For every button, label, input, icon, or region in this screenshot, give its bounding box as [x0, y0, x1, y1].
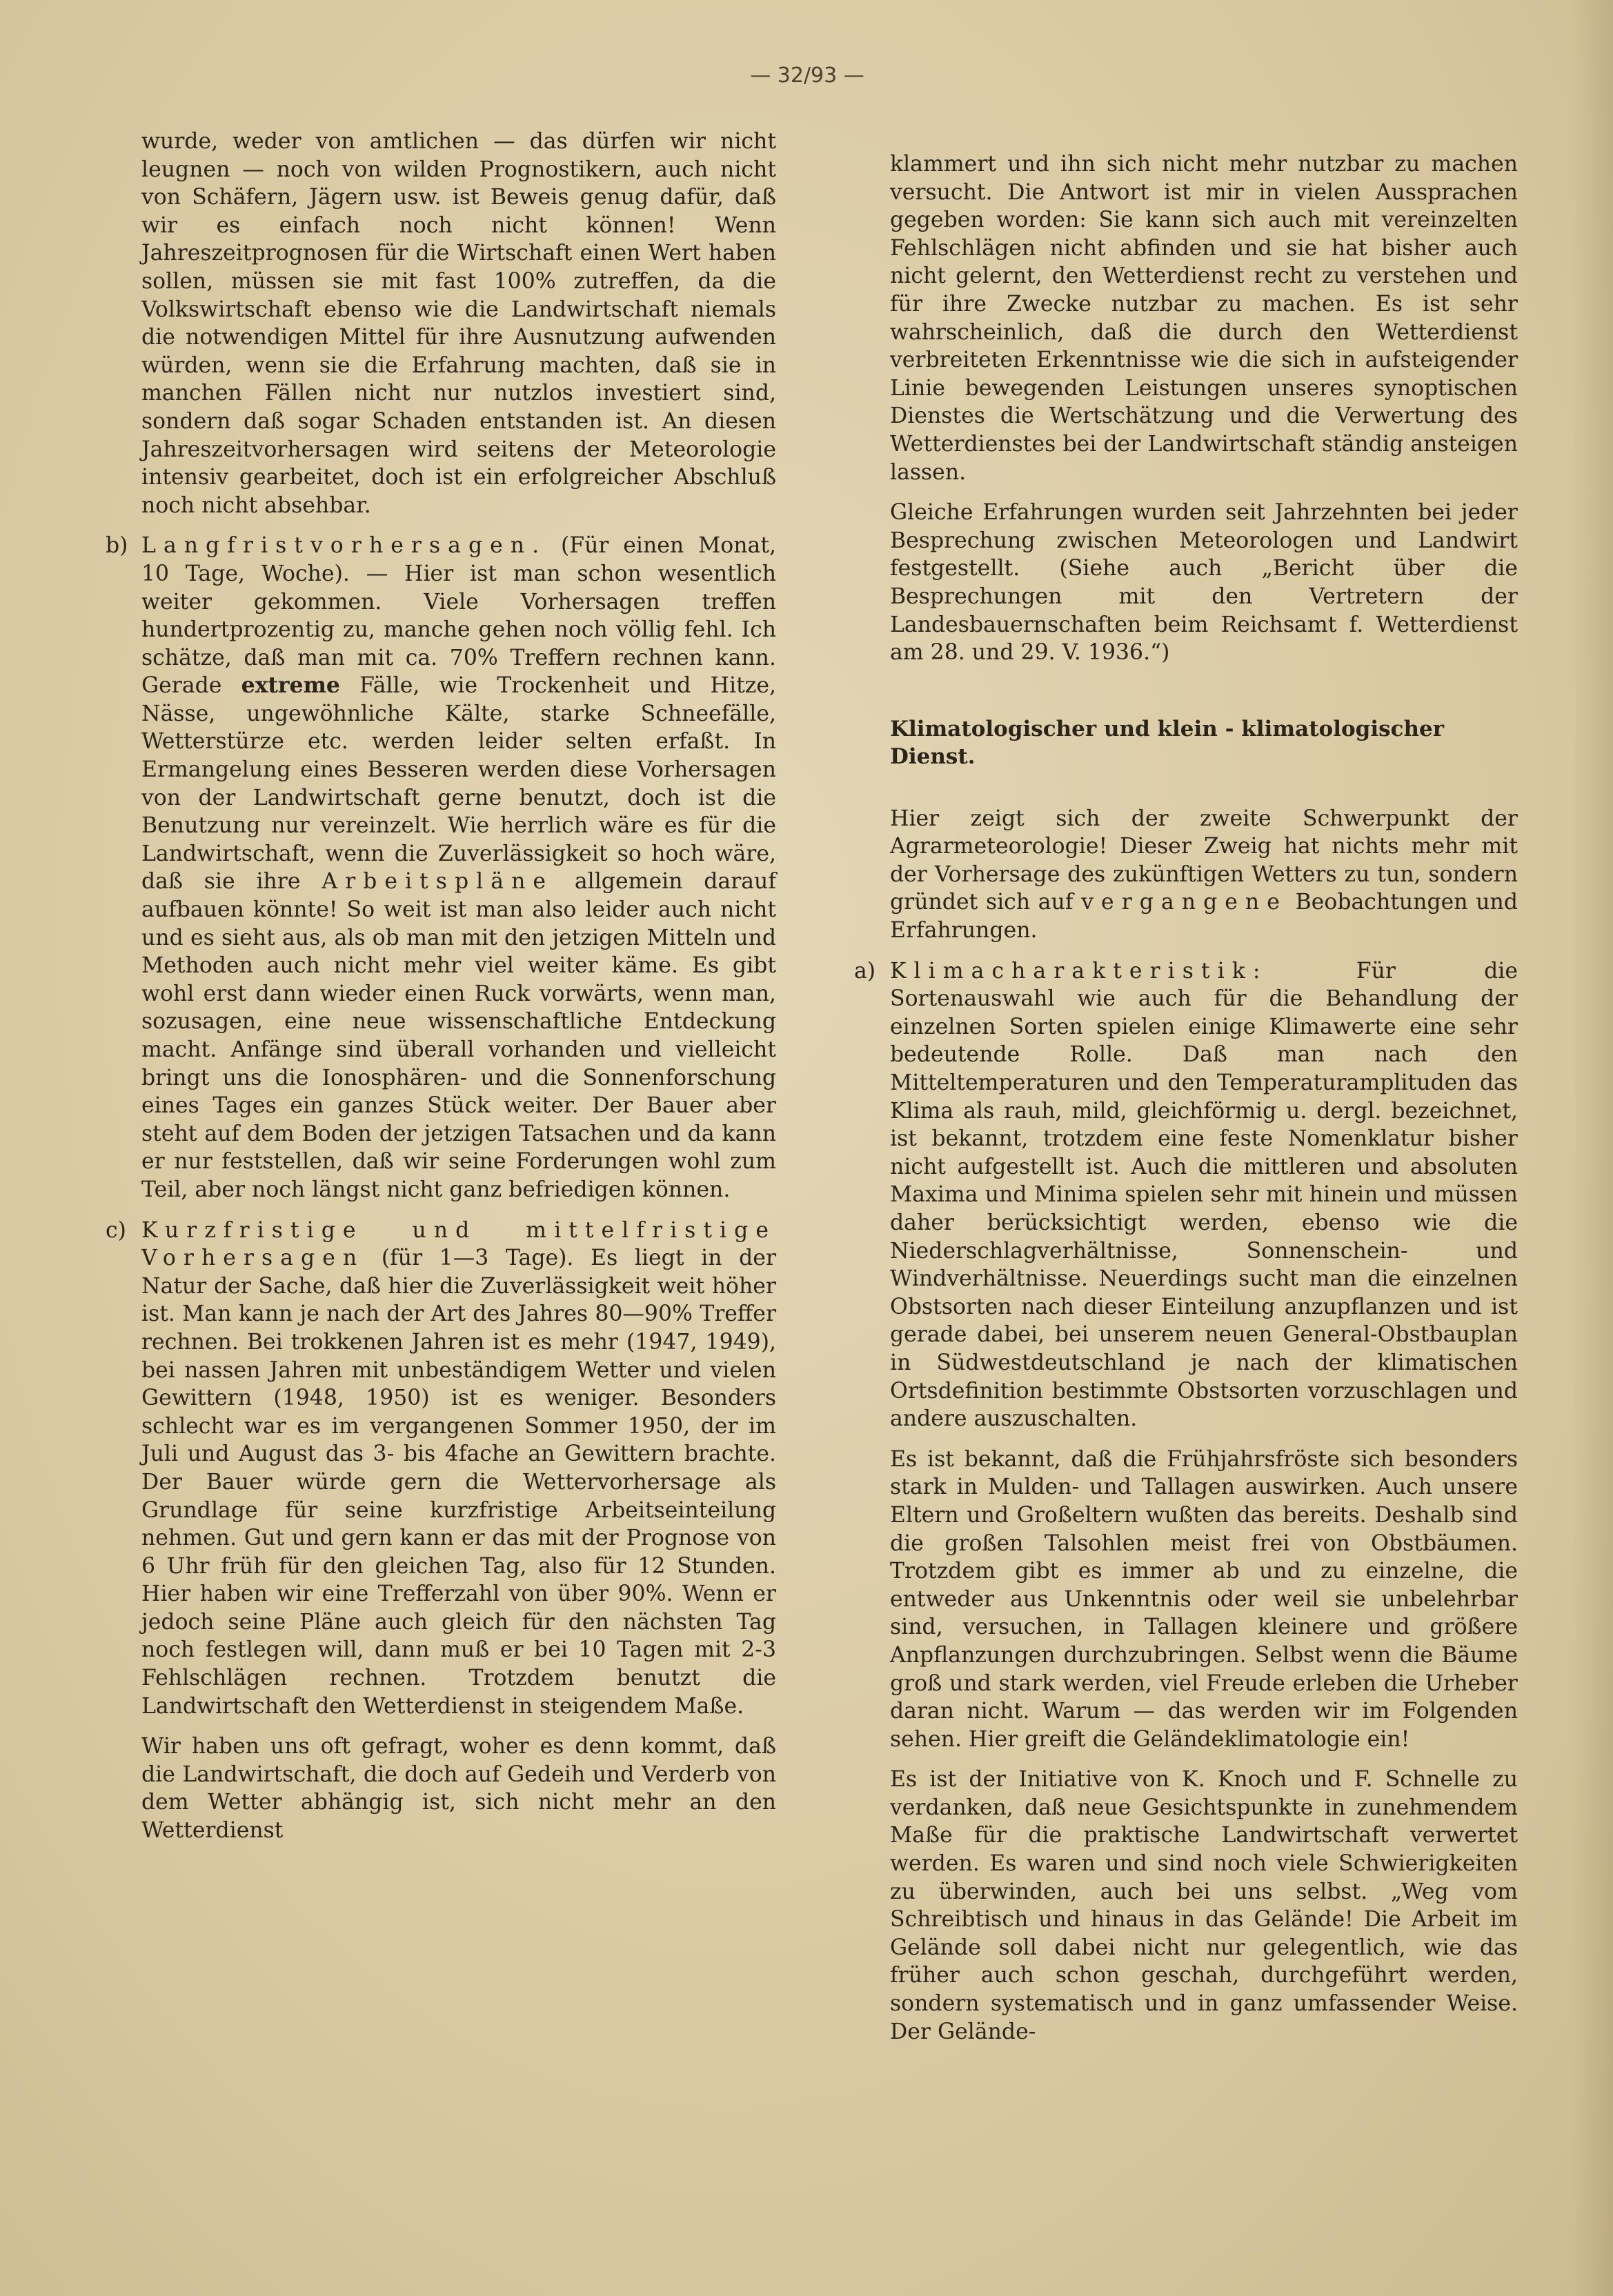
item-b-text-1: (Für einen Monat, 10 Tage, Woche). — Hier ist man schon wesentlich weiter gekommen. Viele Vorhersagen treffen hundertprozentig zu, manche gehen noch völlig fehl. Ich schätze, daß man mit ca. 70% Treffern rechnen kann. Gerade	[141, 533, 776, 699]
right-paragraph-2: Gleiche Erfahrungen wurden seit Jahrzehnten bei jeder Besprechung zwischen Meteorologen und Landwirt festgestellt. (Siehe auch „Bericht über die Besprechungen mit den Vertretern der Landesbauernschaften beim Reichsamt f. Wetterdienst am 28. und 29. V. 1936.“)	[890, 500, 1518, 666]
right-paragraph-5: Es ist der Initiative von K. Knoch und F. Schnelle zu verdanken, daß neue Gesichtspunkte in zunehmendem Maße für die praktische Landwirtschaft verwertet werden. Es waren und sind noch viele Schwierigkeiten zu überwinden, auch bei uns selbst. „Weg vom Schreibtisch und hinaus in das Gelände! Die Arbeit im Gelände soll dabei nicht nur gelegentlich, wie das früher auch schon geschah, durchgeführt werden, sondern systematisch und in ganz umfassender Weise. Der Gelände-	[890, 1767, 1518, 2044]
item-b-text-3: allgemein darauf aufbauen könnte! So weit ist man also leider auch nicht und es sieht aus, als ob man mit den jetzigen Mitteln und Methoden auch nicht mehr viel weiter käme. Es gibt wohl erst dann wieder einen Ruck vorwärts, wenn man, sozusagen, eine neue wissenschaftliche Entdeckung macht. Anfänge sind überall vorhanden und vielleicht bringt uns die Ionosphären- und die Sonnenforschung eines Tages ein ganzes Stück weiter. Der Bauer aber steht auf dem Boden der jetzigen Tatsachen und da kann er nur feststellen, daß wir seine Forderungen wohl zum Teil, aber noch längst nicht ganz befriedigen können.	[141, 869, 776, 1202]
section-heading: Klimatologischer und klein - klimatologischer Dienst.	[890, 716, 1445, 769]
item-b-bold: extreme	[241, 672, 340, 699]
item-c-text: (für 1—3 Tage). Es liegt in der Natur der Sache, daß hier die Zuverlässigkeit weit höher ist. Man kann je nach der Art des Jahres 80—90% Treffer rechnen. Bei trokkenen Jahren ist es mehr (1947, 1949), bei nassen Jahren mit unbeständigem Wetter und vielen Gewittern (1948, 1950) ist es weniger. Besonders schlecht war es im vergangenen Sommer 1950, der im Juli und August das 3- bis 4fache an Gewittern brachte. Der Bauer würde gern die Wettervorhersage als Grundlage für seine kurzfristige Arbeitseinteilung nehmen. Gut und gern kann er das mit der Prognose von 6 Uhr früh für den gleichen Tag, also für 12 Stunden. Hier haben wir eine Trefferzahl von über 90%. Wenn er jedoch seine Pläne auch gleich für den nächsten Tag noch festlegen will, dann muß er bei 10 Tagen mit 2-3 Fehlschlägen rechnen. Trotzdem benutzt die Landwirtschaft den Wetterdienst in steigendem Maße.	[141, 1246, 776, 1719]
item-a-text: Für die Sortenauswahl wie auch für die Behandlung der einzelnen Sorten spielen einige Klimawerte eine sehr bedeutende Rolle. Daß man nach den Mitteltemperaturen und den Temperaturamplituden das Klima als rauh, mild, gleichförmig u. dergl. bezeichnet, ist bekannt, trotzdem eine feste Nomenklatur bisher nicht aufgestellt ist. Auch die mittleren und absoluten Maxima und Minima spielen sehr mit hinein und müssen daher berücksichtigt werden, ebenso wie die Niederschlagverhältnisse, Sonnenschein- und Windverhältnisse. Neuerdings sucht man die einzelnen Obstsorten nach dieser Einteilung anzupflanzen und ist gerade dabei, bei unserem neuen General-Obstbauplan in Südwestdeutschland je nach der klimatischen Ortsdefinition bestimmte Obstsorten vorzuschlagen und andere auszuschalten.	[890, 958, 1518, 1432]
term-klimacharakteristik: Klimacharakteristik:	[890, 958, 1268, 984]
list-marker-b: b)	[106, 533, 128, 559]
p3-text: Hier zeigt sich der zweite Schwerpunkt der Agrarmeteorologie! Dieser Zweig hat nichts mehr mit der Vorhersage des zukünftigen Wetters zu tun, sondern gründet sich auf	[890, 806, 1518, 915]
left-column	[106, 128, 776, 1857]
term-vergangene: vergangene	[1081, 890, 1287, 915]
right-paragraph-1: klammert und ihn sich nicht mehr nutzbar zu machen versucht. Die Antwort ist mir in vielen Aussprachen gegeben worden: Sie kann sich auch mit vereinzelten Fehlschlägen nicht abfinden und sie hat bisher auch nicht gelernt, den Wetterdienst recht zu verstehen und für ihre Zwecke nutzbar zu machen. Es ist sehr wahrscheinlich, daß die durch den Wetterdienst verbreiteten Erkenntnisse wie die sich in aufsteigender Linie bewegenden Leistungen unseres synoptischen Dienstes die Wertschätzung und die Verwertung des Wetterdienstes bei der Landwirtschaft ständig ansteigen lassen.	[890, 152, 1518, 485]
left-paragraph-last: Wir haben uns oft gefragt, woher es denn kommt, daß die Landwirtschaft, die doch auf Gedeih und Verderb von dem Wetter abhängig ist, sich nicht mehr an den Wetterdienst	[141, 1734, 776, 1844]
term-arbeitsplaene: Arbeitspläne	[321, 869, 554, 895]
list-item-c	[106, 1217, 776, 1721]
page-number: — 32/93 —	[750, 63, 864, 88]
right-column	[854, 150, 1518, 2058]
right-paragraph-3	[890, 805, 1518, 945]
p3-text-2: Beobachtungen und Erfahrungen.	[890, 890, 1518, 944]
list-item-b	[106, 532, 776, 1204]
list-marker-c: c)	[106, 1217, 126, 1243]
page-edge-shadow	[1572, 0, 1613, 2296]
list-item-a	[854, 957, 1518, 1433]
term-kurzfristige: Kurzfristige und mittelfristige Vorhersagen	[141, 1217, 776, 1271]
right-paragraph-4: Es ist bekannt, daß die Frühjahrsfröste sich besonders stark in Mulden- und Tallagen auswirken. Auch unsere Eltern und Großeltern wußten das bereits. Deshalb sind die großen Talsohlen meist frei von Obstbäumen. Trotzdem gibt es immer ab und zu einzelne, die entweder aus Unkenntnis oder weil sie unbelehrbar sind, versuchen, in Tallagen kleinere und größere Anpflanzungen durchzubringen. Selbst wenn die Bäume groß und stark werden, viel Freude erleben die Urheber daran nicht. Warum — das werden wir im Folgenden sehen. Hier greift die Geländeklimatologie ein!	[890, 1446, 1518, 1752]
list-marker-a: a)	[854, 958, 876, 984]
item-b-text-2: Fälle, wie Trockenheit und Hitze, Nässe, ungewöhnliche Kälte, starke Schneefälle, Wetterstürze etc. werden leider selten erfaßt. In Ermangelung eines Besseren werden diese Vorhersagen von der Landwirtschaft gerne benutzt, doch ist die Benutzung nur vereinzelt. Wie herrlich wäre es für die Landwirtschaft, wenn die Zuverlässigkeit so hoch wäre, daß sie ihre	[141, 673, 776, 895]
term-langfristvorhersagen: Langfristvorhersagen.	[141, 533, 547, 559]
left-paragraph-1: wurde, weder von amtlichen — das dürfen wir nicht leugnen — noch von wilden Prognostikern, auch nicht von Schäfern, Jägern usw. ist Beweis genug dafür, daß wir es einfach noch nicht können! Wenn Jahreszeitprognosen für die Wirtschaft einen Wert haben sollen, müssen sie mit fast 100% zutreffen, da die Volkswirtschaft ebenso wie die Landwirtschaft niemals die notwendigen Mittel für ihre Ausnutzung aufwenden würden, wenn sie die Erfahrung machten, daß sie in manchen Fällen nicht nur nutzlos investiert sind, sondern daß sogar Schaden entstanden ist. An diesen Jahreszeitvorhersagen wird seitens der Meteorologie intensiv gearbeitet, doch ist ein erfolgreicher Abschluß noch nicht absehbar.	[141, 129, 776, 518]
